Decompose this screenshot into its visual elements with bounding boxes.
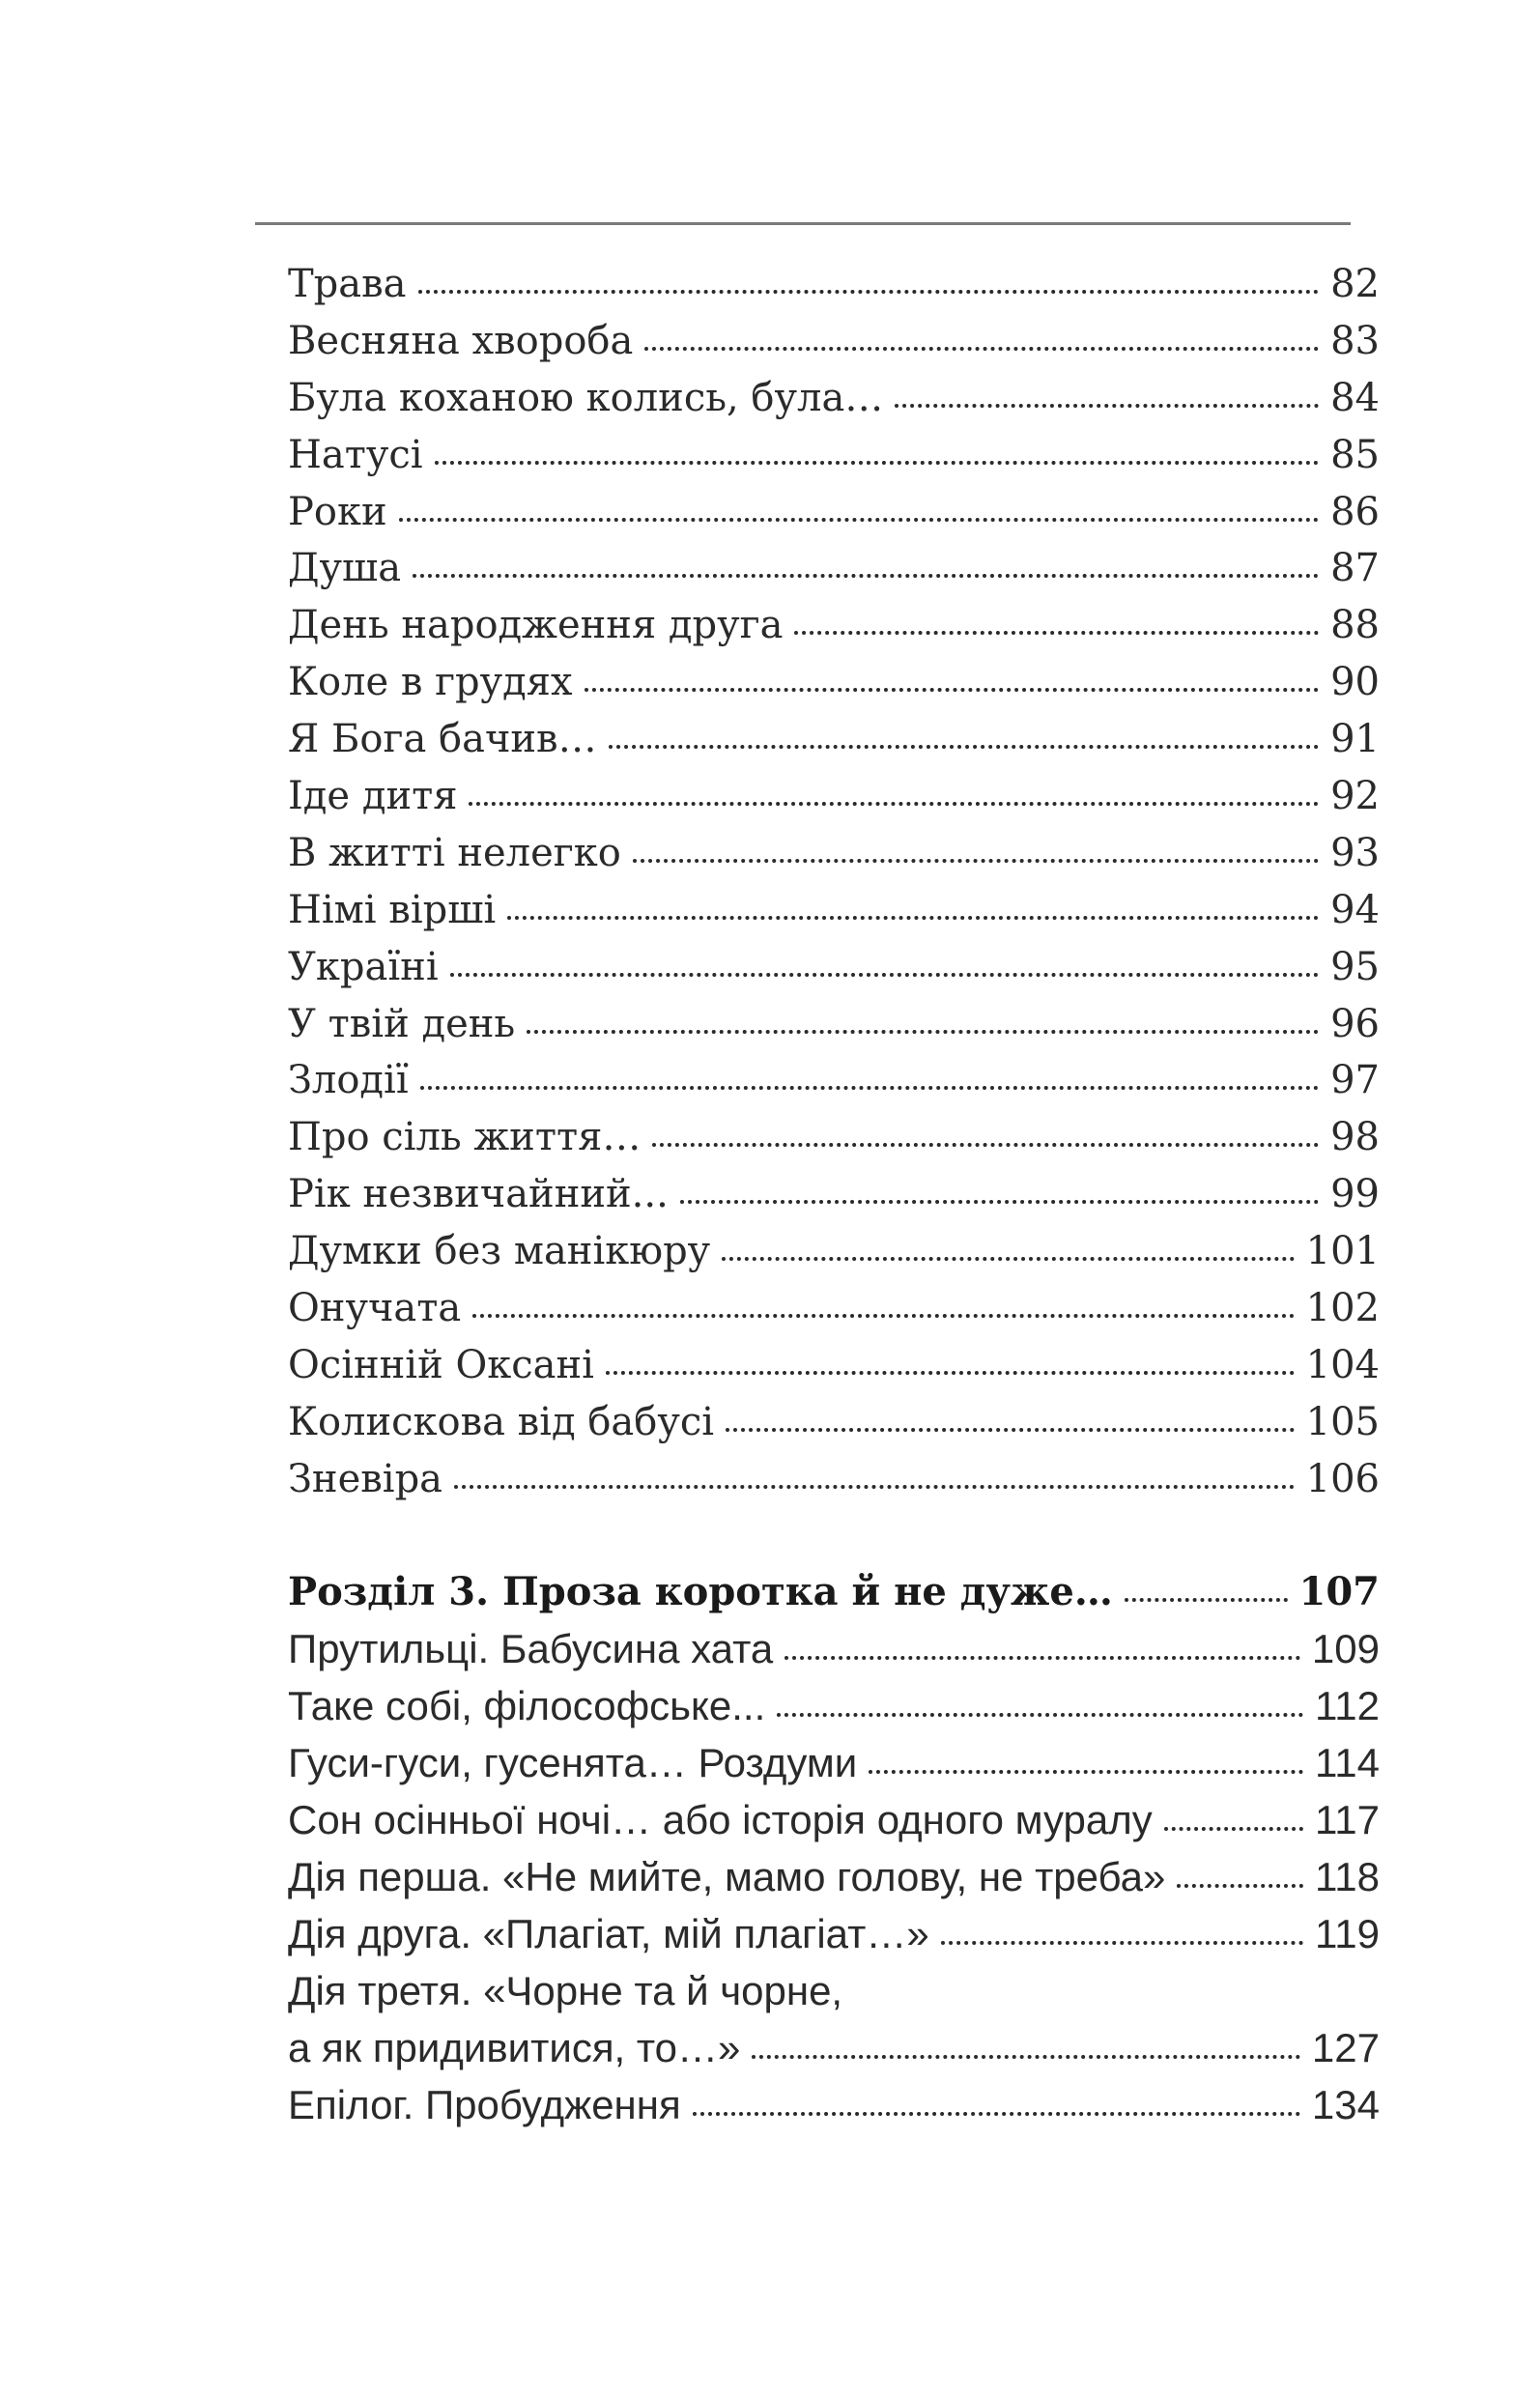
toc-entry-page: 82 (1330, 262, 1380, 306)
toc-entry-page: 117 (1315, 1797, 1380, 1843)
toc-entry (288, 1166, 1380, 1223)
dot-leader (1125, 1598, 1288, 1602)
toc-entry-title: В житті нелегко (288, 830, 621, 875)
toc-entry-page: 106 (1305, 1456, 1380, 1501)
toc-entry-title: Колискова від бабусі (288, 1399, 715, 1444)
toc-entry (288, 540, 1380, 597)
toc-entry-page: 92 (1330, 774, 1380, 819)
section-spacer (288, 1508, 1380, 1565)
toc-entry-title: Натусі (288, 432, 423, 477)
toc-entry-page: 102 (1305, 1286, 1380, 1331)
toc-entry-title: Душа (288, 546, 402, 591)
table-of-contents (288, 256, 1380, 2133)
toc-entry (288, 996, 1380, 1053)
toc-entry (288, 427, 1380, 484)
toc-entry (288, 1337, 1380, 1394)
toc-entry (288, 313, 1380, 370)
toc-entry-page: 112 (1315, 1683, 1380, 1729)
toc-entry-title: Таке собі, філософське... (288, 1683, 766, 1729)
toc-entry-title: Весняна хвороба (288, 318, 634, 363)
toc-entry (288, 1109, 1380, 1166)
toc-entry-title: Онучата (288, 1286, 462, 1331)
poems-list (288, 256, 1380, 1508)
dot-leader (644, 347, 1319, 351)
toc-entry (288, 939, 1380, 996)
toc-entry (288, 1906, 1380, 1963)
toc-entry-page: 119 (1315, 1910, 1380, 1956)
toc-entry (288, 654, 1380, 711)
toc-entry-title: Україні (288, 944, 439, 989)
toc-entry-page: 99 (1330, 1172, 1380, 1217)
toc-entry (288, 1451, 1380, 1508)
dot-leader (450, 973, 1319, 977)
toc-entry-page: 96 (1330, 1001, 1380, 1046)
toc-entry (288, 1963, 1380, 2020)
toc-entry-title: Я Бога бачив… (288, 717, 597, 762)
toc-entry-title: Гуси-гуси, гусенята… Роздуми (288, 1740, 858, 1786)
toc-entry-title: Осінній Оксані (288, 1342, 594, 1387)
toc-entry-page: 95 (1330, 944, 1380, 989)
toc-entry-page: 87 (1330, 546, 1380, 591)
dot-leader (1164, 1827, 1303, 1831)
toc-entry (288, 370, 1380, 427)
dot-leader (413, 574, 1319, 578)
toc-entry (288, 1223, 1380, 1280)
toc-entry-title: Розділ 3. Проза коротка й не дуже… (288, 1569, 1113, 1615)
dot-leader (1177, 1884, 1303, 1888)
toc-entry-page: 88 (1330, 603, 1380, 648)
toc-entry-title: а як придивитися, то…» (288, 2024, 741, 2070)
dot-leader (794, 631, 1319, 635)
toc-entry-page: 105 (1305, 1399, 1380, 1444)
toc-entry (288, 1621, 1380, 1678)
toc-entry (288, 1849, 1380, 1906)
toc-entry (288, 1678, 1380, 1735)
toc-entry (288, 256, 1380, 313)
toc-entry-title: День народження друга (288, 603, 784, 648)
toc-entry (288, 2077, 1380, 2134)
toc-entry (288, 484, 1380, 541)
toc-entry-page: 90 (1330, 660, 1380, 705)
toc-entry (288, 882, 1380, 939)
toc-entry (288, 1280, 1380, 1337)
toc-entry-page: 101 (1305, 1229, 1380, 1274)
toc-entry-page: 94 (1330, 887, 1380, 932)
toc-entry (288, 768, 1380, 825)
dot-leader (399, 518, 1319, 522)
toc-entry-page: 127 (1311, 2024, 1380, 2070)
toc-entry-page: 97 (1330, 1058, 1380, 1103)
dot-leader (606, 1371, 1295, 1375)
toc-entry-title: Дія третя. «Чорне та й чорне, (288, 1967, 843, 2013)
dot-leader (941, 1941, 1303, 1945)
toc-entry-title: Коле в грудях (288, 660, 573, 705)
toc-entry-title: Була коханою колись, була… (288, 375, 884, 420)
toc-entry-page: 104 (1305, 1342, 1380, 1387)
toc-entry-title: Німі вірші (288, 887, 497, 932)
toc-entry (288, 1052, 1380, 1109)
prose-list (288, 1621, 1380, 2133)
toc-entry (288, 597, 1380, 654)
dot-leader (507, 916, 1319, 920)
dot-leader (469, 802, 1319, 806)
toc-entry (288, 711, 1380, 768)
toc-entry-title: Дія друга. «Плагіат, мій плагіат…» (288, 1910, 929, 1956)
toc-entry (288, 1792, 1380, 1849)
toc-entry-page: 83 (1330, 318, 1380, 363)
toc-entry-title: Зневіра (288, 1456, 443, 1501)
toc-entry-page: 109 (1311, 1626, 1380, 1672)
dot-leader (472, 1314, 1294, 1318)
toc-entry-page: 134 (1311, 2081, 1380, 2127)
toc-entry-title: Дія перша. «Не мийте, мамо голову, не треба» (288, 1853, 1166, 1899)
dot-leader (693, 2112, 1300, 2116)
toc-entry-title: Рік незвичайний... (288, 1172, 669, 1217)
toc-entry (288, 825, 1380, 882)
toc-entry-title: Сон осінньої ночі… або історія одного муралу (288, 1797, 1153, 1843)
toc-entry-page: 85 (1330, 432, 1380, 477)
dot-leader (652, 1143, 1319, 1147)
toc-entry (288, 2020, 1380, 2077)
toc-entry (288, 1394, 1380, 1451)
dot-leader (633, 859, 1319, 863)
toc-entry-title: Злодії (288, 1058, 409, 1103)
toc-entry-title: Роки (288, 489, 387, 534)
dot-leader (420, 1086, 1319, 1090)
dot-leader (869, 1770, 1303, 1774)
dot-leader (585, 688, 1320, 692)
toc-entry-page: 86 (1330, 489, 1380, 534)
dot-leader (777, 1713, 1303, 1717)
dot-leader (784, 1656, 1300, 1660)
toc-entry (288, 1735, 1380, 1792)
dot-leader (435, 461, 1320, 465)
toc-entry-title: Трава (288, 262, 407, 306)
toc-entry-page: 84 (1330, 375, 1380, 420)
toc-entry-title: У твій день (288, 1001, 516, 1046)
dot-leader (722, 1257, 1294, 1261)
toc-entry-title: Прутильці. Бабусина хата (288, 1626, 774, 1672)
dot-leader (680, 1200, 1319, 1204)
toc-entry-title: Про сіль життя… (288, 1115, 642, 1160)
dot-leader (527, 1030, 1319, 1034)
dot-leader (726, 1428, 1295, 1432)
toc-entry-page: 118 (1315, 1853, 1380, 1899)
dot-leader (895, 404, 1319, 408)
dot-leader (752, 2055, 1300, 2059)
dot-leader (418, 290, 1320, 294)
toc-entry-page: 107 (1298, 1569, 1380, 1615)
toc-entry-page: 114 (1315, 1740, 1380, 1786)
toc-section-heading (288, 1564, 1380, 1621)
toc-entry-title: Епілог. Пробудження (288, 2081, 681, 2127)
header-rule (255, 222, 1351, 225)
toc-entry-title: Думки без манікюру (288, 1229, 711, 1274)
toc-entry-page: 93 (1330, 830, 1380, 875)
toc-entry-page: 91 (1330, 717, 1380, 762)
dot-leader (454, 1485, 1295, 1489)
toc-entry-page: 98 (1330, 1115, 1380, 1160)
toc-entry-title: Іде дитя (288, 774, 458, 819)
dot-leader (609, 745, 1320, 749)
